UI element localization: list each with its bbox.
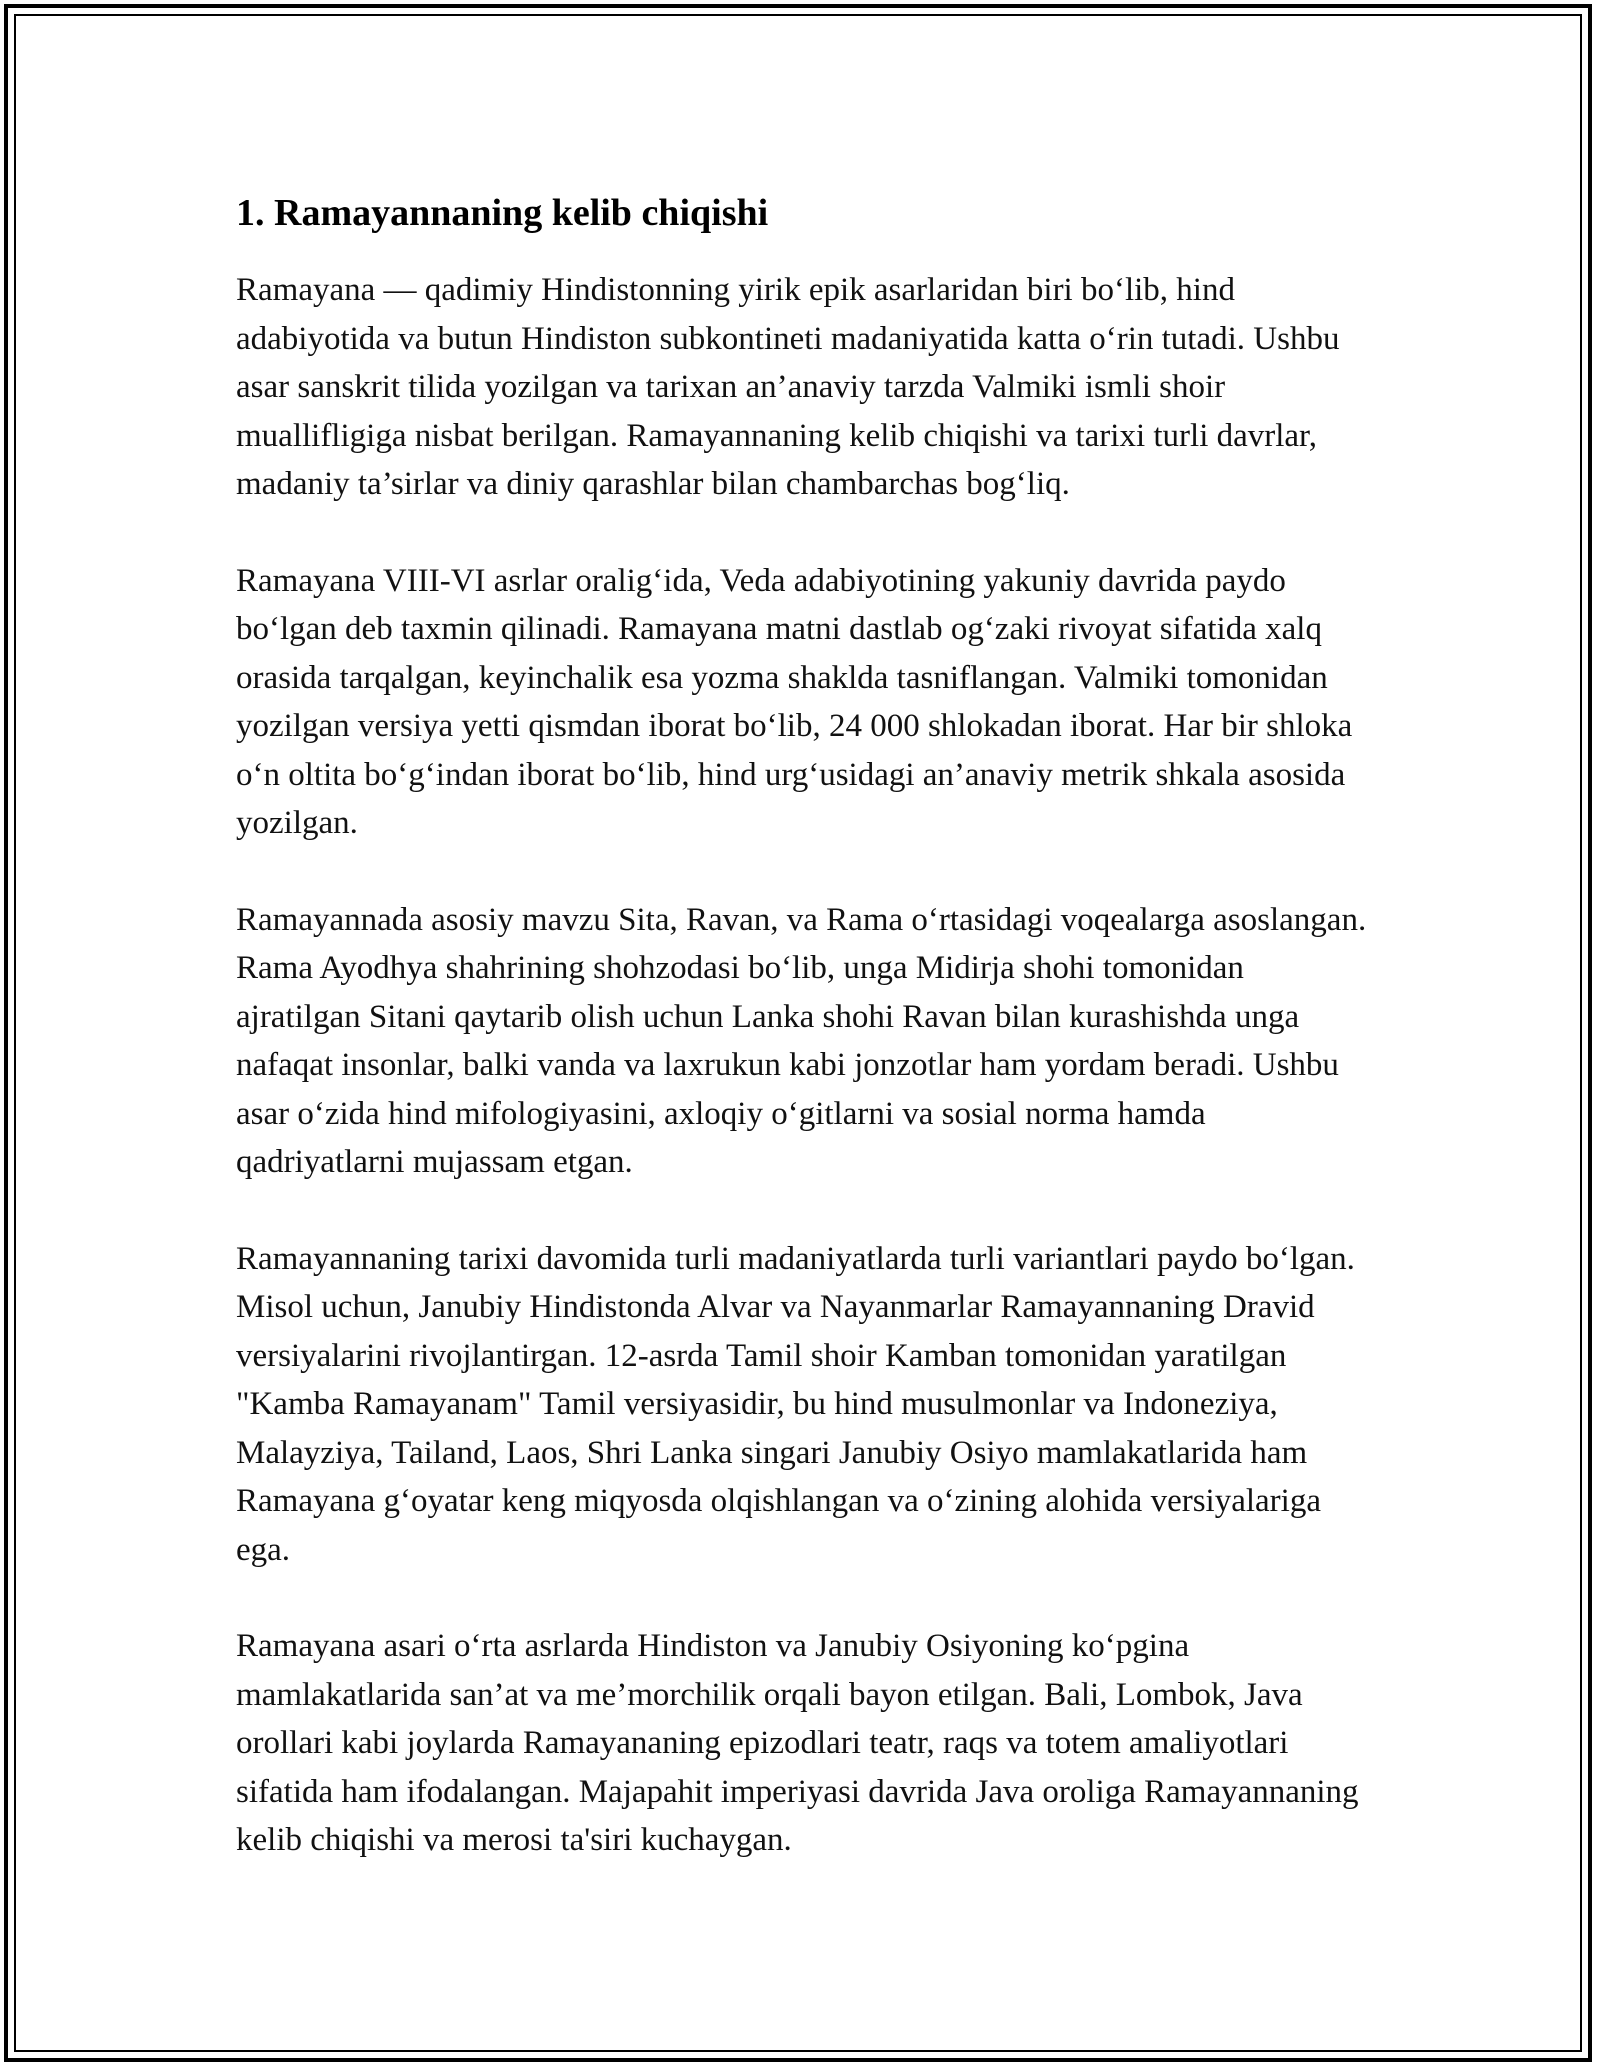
paragraph-1: Ramayana — qadimiy Hindistonning yirik epik asarlaridan biri bo‘lib, hind adabiyotida va butun Hindiston subkontineti madaniyatida katta o‘rin tutadi. Ushbu asar sanskrit tilida yozilgan va tarixan an’anaviy tarzda Valmiki ismli shoir muallifligiga nisbat berilgan. Ramayannaning kelib chiqishi va tarixi turli davrlar, madaniy ta’sirlar va diniy qarashlar bilan chambarchas bog‘liq. (236, 272, 1340, 502)
paragraph-4: Ramayannaning tarixi davomida turli madaniyatlarda turli variantlari paydo bo‘lgan. Misol uchun, Janubiy Hindistonda Alvar va Nayanmarlar Ramayannaning Dravid versiyalarini rivojlantirgan. 12-asrda Tamil shoir Kamban tomonidan yaratilgan "Kamba Ramayanam" Tamil versiyasidir, bu hind musulmonlar va Indoneziya, Malayziya, Tailand, Laos, Shri Lanka singari Janubiy Osiyo mamlakatlarida ham Ramayana g‘oyatar keng miqyosda olqishlangan va o‘zining alohida versiyalariga ega. (236, 1240, 1355, 1568)
section-heading: 1. Ramayannaning kelib chiqishi (236, 192, 769, 234)
paragraph-3: Ramayannada asosiy mavzu Sita, Ravan, va Rama o‘rtasidagi voqealarga asoslangan. Rama Ayodhya shahrining shohzodasi bo‘lib, unga Midirja shohi tomonidan ajratilgan Sitani qaytarib olish uchun Lanka shohi Ravan bilan kurashishda unga nafaqat insonlar, balki vanda va laxrukun kabi jonzotlar ham yordam beradi. Ushbu asar o‘zida hind mifologiyasini, axloqiy o‘gitlarni va sosial norma hamda qadriyatlarni mujassam etgan. (236, 901, 1367, 1180)
paragraph-2: Ramayana VIII-VI asrlar oralig‘ida, Veda adabiyotining yakuniy davrida paydo bo‘lgan deb taxmin qilinadi. Ramayana matni dastlab og‘zaki rivoyat sifatida xalq orasida tarqalgan, keyinchalik esa yozma shaklda tasniflangan. Valmiki tomonidan yozilgan versiya yetti qismdan iborat bo‘lib, 24 000 shlokadan iborat. Har bir shloka o‘n oltita bo‘g‘indan iborat bo‘lib, hind urg‘usidagi an’anaviy metrik shkala asosida yozilgan. (236, 562, 1353, 841)
document-body (236, 188, 1371, 1913)
paragraph-5: Ramayana asari o‘rta asrlarda Hindiston va Janubiy Osiyoning ko‘pgina mamlakatlarida san’at va me’morchilik orqali bayon etilgan. Bali, Lombok, Java orollari kabi joylarda Ramayananing epizodlari teatr, raqs va totem amaliyotlari sifatida ham ifodalangan. Majapahit imperiyasi davrida Java oroliga Ramayannaning kelib chiqishi va merosi ta'siri kuchaygan. (236, 1628, 1359, 1858)
